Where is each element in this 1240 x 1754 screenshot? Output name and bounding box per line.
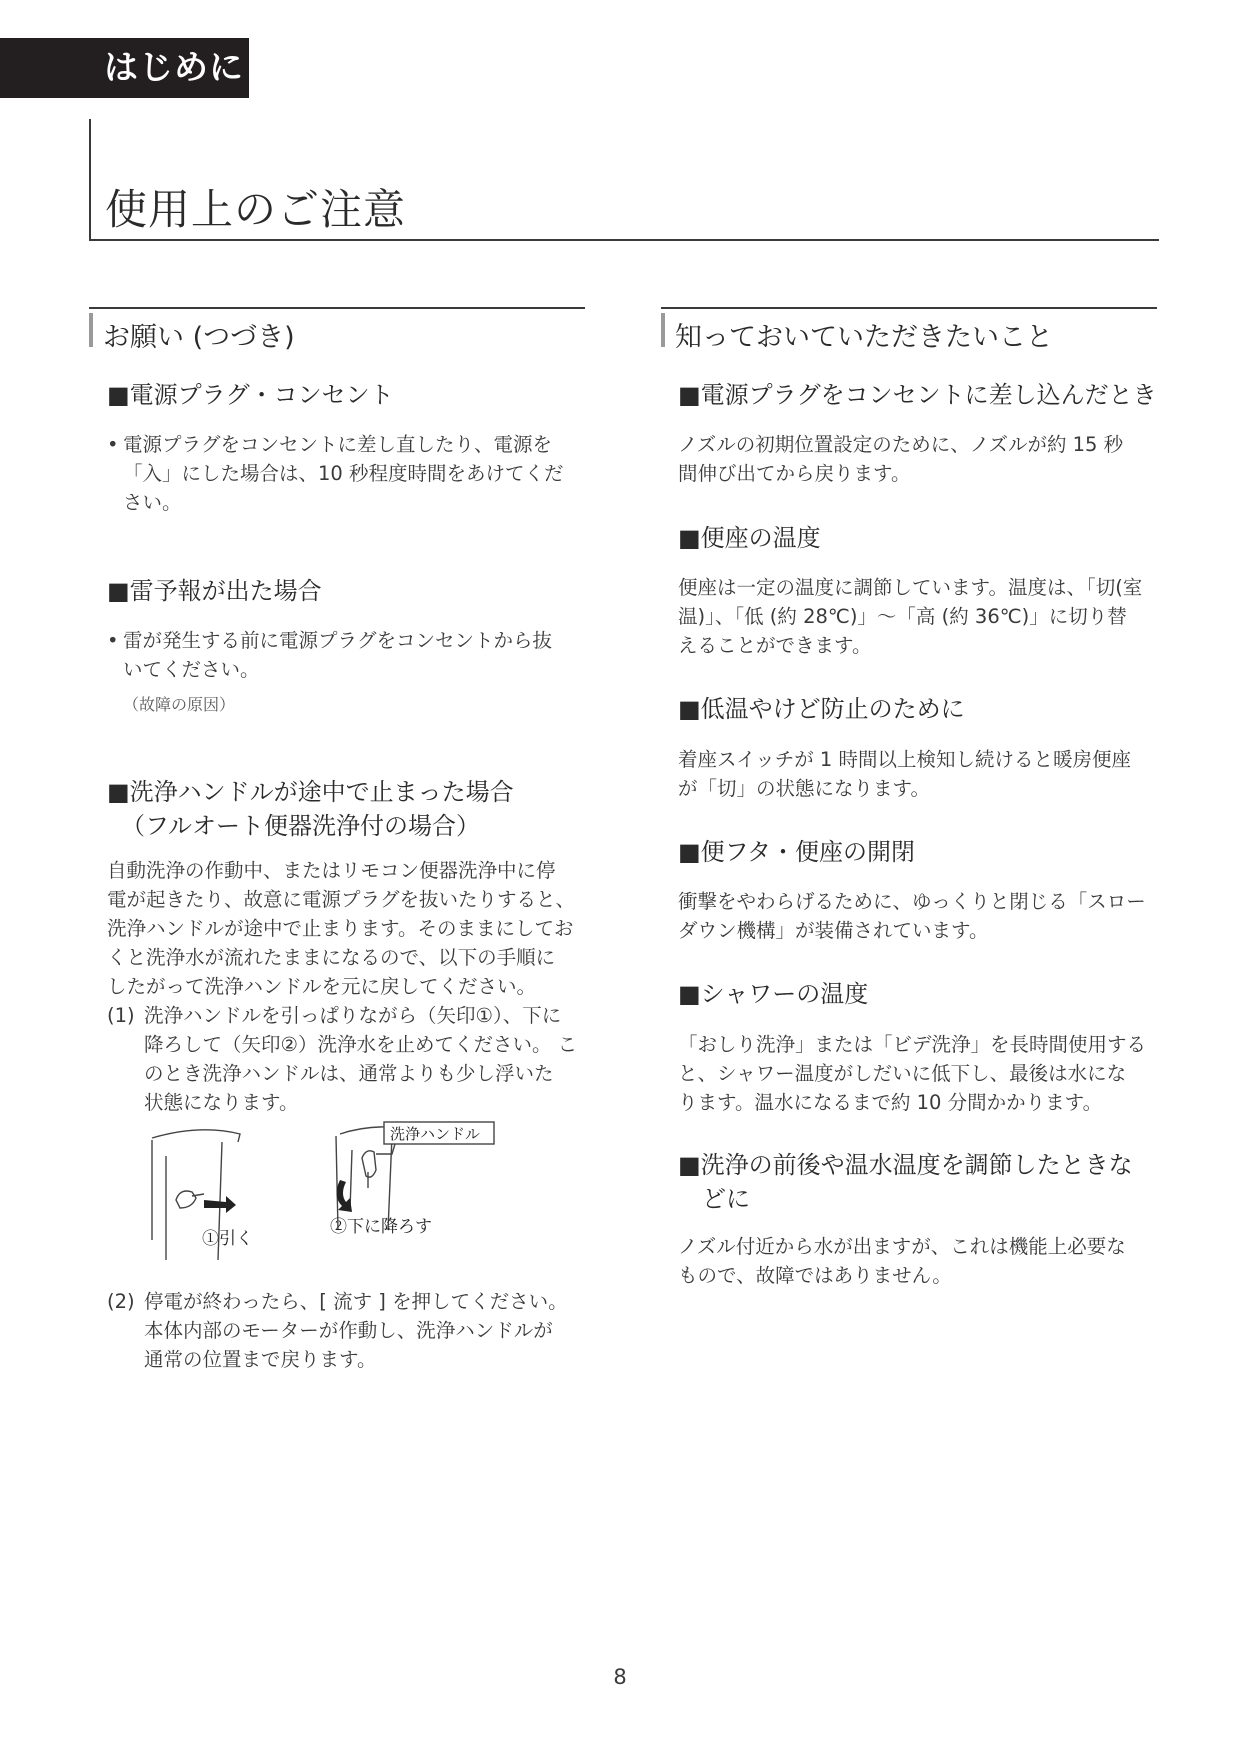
bullet-item bbox=[107, 626, 591, 719]
title-line: ■洗浄ハンドルが途中で止まった場合 bbox=[107, 778, 514, 806]
tank-outline-left bbox=[152, 1130, 240, 1142]
section-plug-in-text bbox=[678, 430, 1162, 488]
text-line: もので、故障ではありません。 bbox=[678, 1264, 952, 1287]
text-line: 降ろして（矢印②）洗浄水を止めてください。 こ bbox=[144, 1033, 578, 1056]
section-water-note-text bbox=[678, 1232, 1162, 1290]
text-line: 電源プラグをコンセントに差し直したり、電源を bbox=[123, 433, 553, 456]
tank-outline-right bbox=[336, 1136, 338, 1230]
note-text: （故障の原因） bbox=[123, 695, 236, 714]
text-line: したがって洗浄ハンドルを元に戻してください。 bbox=[107, 975, 537, 998]
text-line: 自動洗浄の作動中、またはリモコン便器洗浄中に停 bbox=[107, 859, 556, 882]
section-lid-text bbox=[678, 887, 1162, 945]
tank-outline-right bbox=[388, 1136, 392, 1230]
step-2 bbox=[107, 1287, 593, 1374]
text-line: 状態になります。 bbox=[144, 1091, 299, 1114]
arrow-down-icon bbox=[336, 1180, 352, 1212]
text-line: 電が起きたり、故意に電源プラグを抜いたりすると、 bbox=[107, 888, 576, 911]
section-shower-temp-text bbox=[678, 1030, 1162, 1117]
text-line: 着座スイッチが 1 時間以上検知し続けると暖房便座 bbox=[678, 748, 1132, 771]
text-line: 間伸び出てから戻ります。 bbox=[678, 462, 911, 485]
title-line: ■洗浄の前後や温水温度を調節したときな bbox=[678, 1151, 1133, 1179]
bullet-mark: • bbox=[107, 629, 119, 652]
bullet-item bbox=[107, 430, 591, 517]
text-line: 洗浄ハンドルを引っぱりながら（矢印①）、下に bbox=[144, 1004, 562, 1027]
text-line: いてください。 bbox=[123, 658, 260, 681]
section-power-plug-title: ■電源プラグ・コンセント bbox=[107, 381, 394, 409]
title-line: （フルオート便器洗浄付の場合） bbox=[121, 812, 481, 840]
heading-marker bbox=[661, 313, 665, 347]
section-handle-title bbox=[107, 775, 514, 843]
handle-label: 洗浄ハンドル bbox=[390, 1126, 481, 1143]
section-low-temp-burn-text bbox=[678, 745, 1162, 803]
left-column-heading bbox=[89, 307, 585, 353]
heading-marker bbox=[89, 313, 93, 347]
handle-right-icon bbox=[362, 1151, 376, 1177]
section-power-plug-text bbox=[107, 430, 591, 517]
lower-label: ②下に降ろす bbox=[330, 1217, 432, 1236]
pull-label: ①引く bbox=[202, 1229, 253, 1248]
handle-illustration bbox=[140, 1120, 550, 1270]
page-number: 8 bbox=[613, 1665, 627, 1689]
section-shower-temp-title: ■シャワーの温度 bbox=[678, 980, 869, 1008]
text-line: えることができます。 bbox=[678, 634, 872, 657]
section-lid-title: ■便フタ・便座の開閉 bbox=[678, 838, 915, 866]
step-2-row bbox=[107, 1287, 593, 1374]
text-line: 停電が終わったら、[ 流す ] を押してください。 bbox=[144, 1290, 568, 1313]
right-column-heading bbox=[661, 307, 1157, 353]
section-tab: はじめに bbox=[0, 38, 249, 98]
section-seat-temp-text bbox=[678, 573, 1162, 660]
text-line: 「おしり洗浄」または「ビデ洗浄」を長時間使用する bbox=[678, 1033, 1147, 1056]
section-plug-in-title: ■電源プラグをコンセントに差し込んだとき bbox=[678, 381, 1157, 409]
text-line: 洗浄ハンドルが途中で止まります。そのままにしてお bbox=[107, 917, 574, 940]
bullet-mark: • bbox=[107, 433, 119, 456]
page-title: 使用上のご注意 bbox=[105, 185, 407, 234]
text-line: 本体内部のモーターが作動し、洗浄ハンドルが bbox=[144, 1319, 553, 1342]
text-line: ります。温水になるまで約 10 分間かかります。 bbox=[678, 1091, 1103, 1114]
text-line: ノズル付近から水が出ますが、これは機能上必要な bbox=[678, 1235, 1126, 1258]
text-line: 温)」、「低 (約 28℃)」～「高 (約 36℃)」に切り替 bbox=[678, 605, 1127, 628]
section-thunder-text bbox=[107, 626, 591, 719]
text-line: 便座は一定の温度に調節しています。温度は、「切(室 bbox=[678, 576, 1143, 599]
text-line: ノズルの初期位置設定のために、ノズルが約 15 秒 bbox=[678, 433, 1124, 456]
left-heading-text: お願い (つづき) bbox=[103, 322, 295, 353]
text-line: 「入」にした場合は、10 秒程度時間をあけてくだ bbox=[123, 462, 564, 485]
text-line: くと洗浄水が流れたままになるので、以下の手順に bbox=[107, 946, 556, 969]
right-heading-text: 知っておいていただきたいこと bbox=[675, 322, 1053, 353]
section-water-note-title bbox=[678, 1148, 1133, 1216]
text-line: さい。 bbox=[123, 491, 182, 514]
step-1 bbox=[107, 1001, 593, 1117]
step-number: (2) bbox=[107, 1290, 135, 1313]
text-line: 通常の位置まで戻ります。 bbox=[144, 1348, 377, 1371]
text-line: 衝撃をやわらげるために、ゆっくりと閉じる「スロー bbox=[678, 890, 1146, 913]
section-seat-temp-title: ■便座の温度 bbox=[678, 524, 821, 552]
text-line: が「切」の状態になります。 bbox=[678, 777, 930, 800]
text-line: 雷が発生する前に電源プラグをコンセントから抜 bbox=[123, 629, 553, 652]
step-number: (1) bbox=[107, 1004, 135, 1027]
section-handle-text bbox=[107, 856, 593, 1117]
title-line: どに bbox=[702, 1185, 750, 1213]
section-low-temp-burn-title: ■低温やけど防止のために bbox=[678, 695, 965, 723]
handle-left-icon bbox=[176, 1191, 196, 1208]
text-line: と、シャワー温度がしだいに低下し、最後は水にな bbox=[678, 1062, 1127, 1085]
text-line: のとき洗浄ハンドルは、通常よりも少し浮いた bbox=[144, 1062, 554, 1085]
text-line: ダウン機構」が装備されています。 bbox=[678, 919, 989, 942]
section-thunder-title: ■雷予報が出た場合 bbox=[107, 577, 322, 605]
